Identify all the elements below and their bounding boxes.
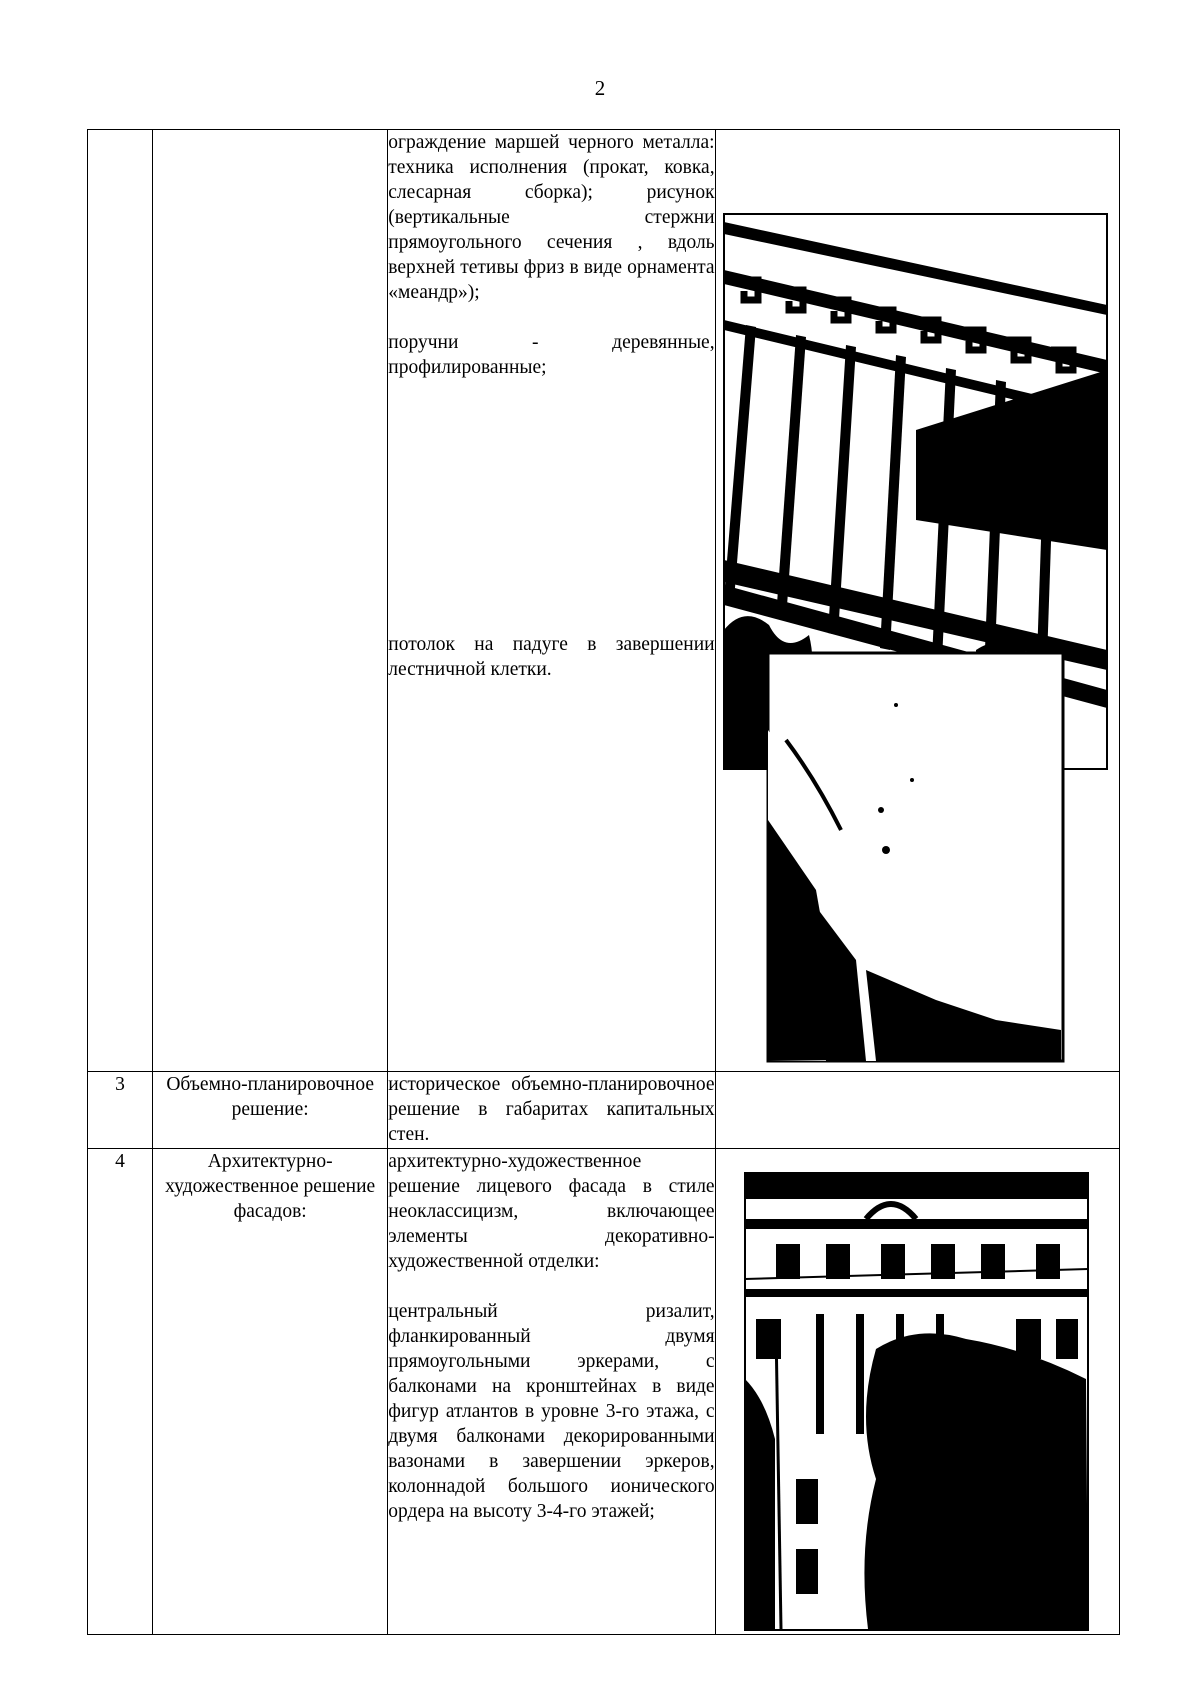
handrail-description: поручни - деревянные, профилированные; [388, 332, 715, 378]
ceiling-description: потолок на падуге в завершении лестничной клетки. [388, 634, 715, 680]
table-row-continued [88, 130, 1120, 1072]
row-name: Объемно-планировочное решение: [153, 1072, 388, 1149]
object-description-table [87, 129, 1120, 1635]
facade-description-detail: центральный ризалит, фланкированный двумя прямоугольными эркерами, с балконами на кронштейнах в виде фигур атлантов в уровне 3-го этажа, с двумя балконами декорированными вазонами в завершении эркеров, колоннадой большого ионического ордера на высоту 3-4-го этажей; [388, 1301, 715, 1522]
cell-photo-facade [715, 1149, 1119, 1635]
facade-photo-image [745, 1173, 1088, 1630]
row-number: 4 [88, 1149, 153, 1635]
cell-photo-empty [715, 1072, 1119, 1149]
cell-photos-staircase [715, 130, 1119, 1072]
row-name: Архитектурно-художественное решение фасадов: [153, 1149, 388, 1635]
row-description-text: историческое объемно-планировочное решение в габаритах капитальных стен. [388, 1074, 715, 1145]
page-number: 2 [594, 76, 606, 100]
row-number: 3 [88, 1072, 153, 1149]
ceiling-photo [716, 130, 1120, 1072]
row-description [388, 1149, 715, 1635]
facade-photo [716, 1149, 1120, 1635]
cell-description-staircase [388, 130, 715, 1072]
fence-description: ограждение маршей черного металла: техника исполнения (прокат, ковка, слесарная сборка); рисунок (вертикальные стержни прямоугольного сечения , вдоль верхней тетивы фриз в виде орнамента «меандр»); [388, 132, 715, 303]
facade-description-intro: архитектурно-художественное решение лицевого фасада в стиле неоклассицизм, включающее элементы декоративно-художественной отделки: [388, 1151, 715, 1272]
row-description [388, 1072, 715, 1149]
ceiling-photo-image [768, 653, 1063, 1061]
cell-number-empty [88, 130, 153, 1072]
table-row-3 [88, 1072, 1120, 1149]
cell-name-empty [153, 130, 388, 1072]
table-row-4 [88, 1149, 1120, 1635]
